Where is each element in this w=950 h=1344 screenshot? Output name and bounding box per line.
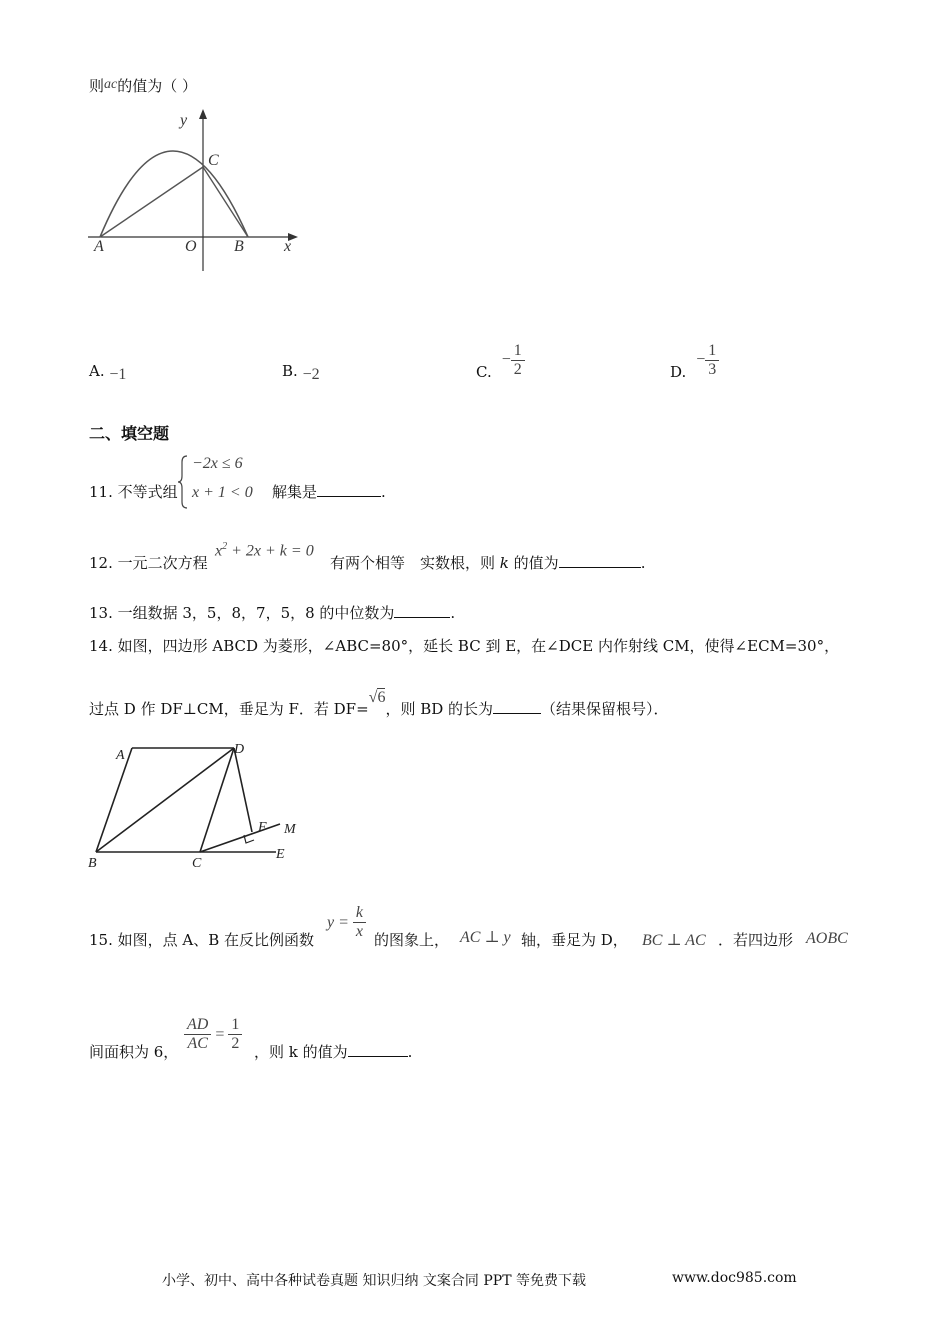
section-heading: 二、填空题 bbox=[89, 424, 170, 443]
q15-function: y = $\frac{k}{x}$ bbox=[327, 904, 366, 941]
option-c-fraction: $\frac{1}{2}$ bbox=[511, 342, 525, 379]
label-c: C bbox=[208, 152, 219, 169]
side-ab bbox=[96, 748, 132, 852]
q15-mid1: 的图象上， bbox=[374, 931, 450, 949]
option-b-letter: B. bbox=[282, 362, 298, 380]
q10-stem bbox=[89, 76, 197, 98]
q15-ratio: $\frac{AD}{AC}$ = $\frac{1}{2}$ bbox=[184, 1016, 242, 1053]
option-d-sign: − bbox=[696, 351, 706, 368]
q15-answer: ，则 k 的值为 . bbox=[254, 1043, 413, 1061]
option-b-value: −2 bbox=[302, 366, 320, 383]
label-b: B bbox=[234, 238, 244, 255]
q15-ratio-fraction: $\frac{AD}{AC}$ bbox=[184, 1016, 211, 1053]
q11-answer: 解集是 . bbox=[272, 483, 386, 501]
q15-blank[interactable] bbox=[348, 1042, 408, 1057]
q10-stem-suffix: 的值为（ ） bbox=[117, 77, 198, 95]
segment-df bbox=[234, 748, 252, 832]
label-x: x bbox=[284, 238, 292, 255]
q15-line2-prefix: 间面积为 6， bbox=[89, 1043, 179, 1061]
q11-line1: −2x ≤ 6 bbox=[192, 455, 243, 472]
q11-blank[interactable] bbox=[317, 482, 381, 497]
q11-brace bbox=[177, 454, 189, 510]
q15-prefix: 15. 如图，点 A、B 在反比例函数 bbox=[89, 931, 315, 949]
q14-line1: 14. 如图，四边形 ABCD 为菱形，∠ABC=80°，延长 BC 到 E，在∠DCE 内作射线 CM，使得∠ECM=30°， bbox=[89, 637, 840, 655]
parabola-curve bbox=[100, 151, 248, 237]
ray-cm bbox=[200, 824, 280, 852]
q15-perp1: AC ⊥ y bbox=[460, 929, 511, 946]
footer-text: 小学、初中、高中各种试卷真题 知识归纳 文案合同 PPT 等免费下载 bbox=[162, 1273, 586, 1289]
q12-equation: $x^2 + 2x + k = 0$ bbox=[215, 541, 314, 560]
label-y: y bbox=[180, 112, 188, 129]
q13-blank[interactable] bbox=[394, 603, 450, 618]
q10-option-c[interactable] bbox=[476, 338, 525, 382]
label-a: A bbox=[116, 748, 125, 763]
option-c-sign: − bbox=[501, 351, 511, 368]
option-d-letter: D. bbox=[670, 363, 687, 381]
side-dc bbox=[200, 748, 234, 852]
option-c-letter: C. bbox=[476, 363, 492, 381]
q15-mid2: 轴，垂足为 D， bbox=[521, 931, 628, 949]
q13: 13. 一组数据 3，5，8，7，5，8 的中位数为 . bbox=[89, 604, 456, 622]
q11-line2: x + 1 < 0 bbox=[192, 484, 253, 501]
label-b: B bbox=[88, 856, 97, 871]
q10-parabola-figure bbox=[84, 105, 304, 275]
label-f: F bbox=[258, 820, 267, 835]
q15-half-fraction: $\frac{1}{2}$ bbox=[228, 1016, 242, 1053]
q14-rhombus-figure bbox=[84, 738, 314, 874]
q10-option-b[interactable] bbox=[282, 361, 320, 382]
q12-prefix: 12. 一元二次方程 bbox=[89, 554, 208, 572]
label-e: E bbox=[276, 847, 285, 862]
q12-rest: 有两个相等 实数根，则 k 的值为 . bbox=[330, 554, 646, 572]
q14-sqrt: √6 bbox=[368, 689, 386, 706]
q11-prefix: 11. 不等式组 bbox=[89, 483, 178, 501]
q14-line2: 过点 D 作 DF⊥CM，垂足为 F．若 DF=√6，则 BD 的长为 （结果保留根号）． bbox=[89, 689, 669, 718]
option-a-value: −1 bbox=[109, 366, 127, 383]
footer-link[interactable]: www.doc985.com bbox=[672, 1270, 797, 1286]
q15-quad: AOBC bbox=[806, 930, 848, 947]
option-d-fraction: $\frac{1}{3}$ bbox=[705, 342, 719, 379]
label-m: M bbox=[284, 822, 296, 837]
q10-option-a[interactable] bbox=[89, 361, 126, 382]
q15-perp2: BC ⊥ AC bbox=[642, 932, 706, 949]
y-axis-arrow bbox=[199, 109, 207, 119]
option-a-letter: A. bbox=[89, 362, 105, 380]
q14-blank[interactable] bbox=[493, 699, 541, 714]
label-c: C bbox=[192, 856, 202, 871]
q15-mid3: ．若四边形 bbox=[718, 931, 794, 949]
q10-stem-math: ac bbox=[104, 77, 118, 92]
label-a: A bbox=[94, 238, 104, 255]
q10-option-d[interactable] bbox=[670, 338, 719, 382]
label-o: O bbox=[185, 238, 197, 255]
segment-cb bbox=[203, 167, 248, 237]
segment-ac bbox=[100, 167, 203, 237]
q12-blank[interactable] bbox=[559, 553, 641, 568]
label-d: D bbox=[234, 742, 245, 757]
q10-stem-prefix: 则 bbox=[89, 77, 105, 95]
diagonal-bd bbox=[96, 748, 234, 852]
